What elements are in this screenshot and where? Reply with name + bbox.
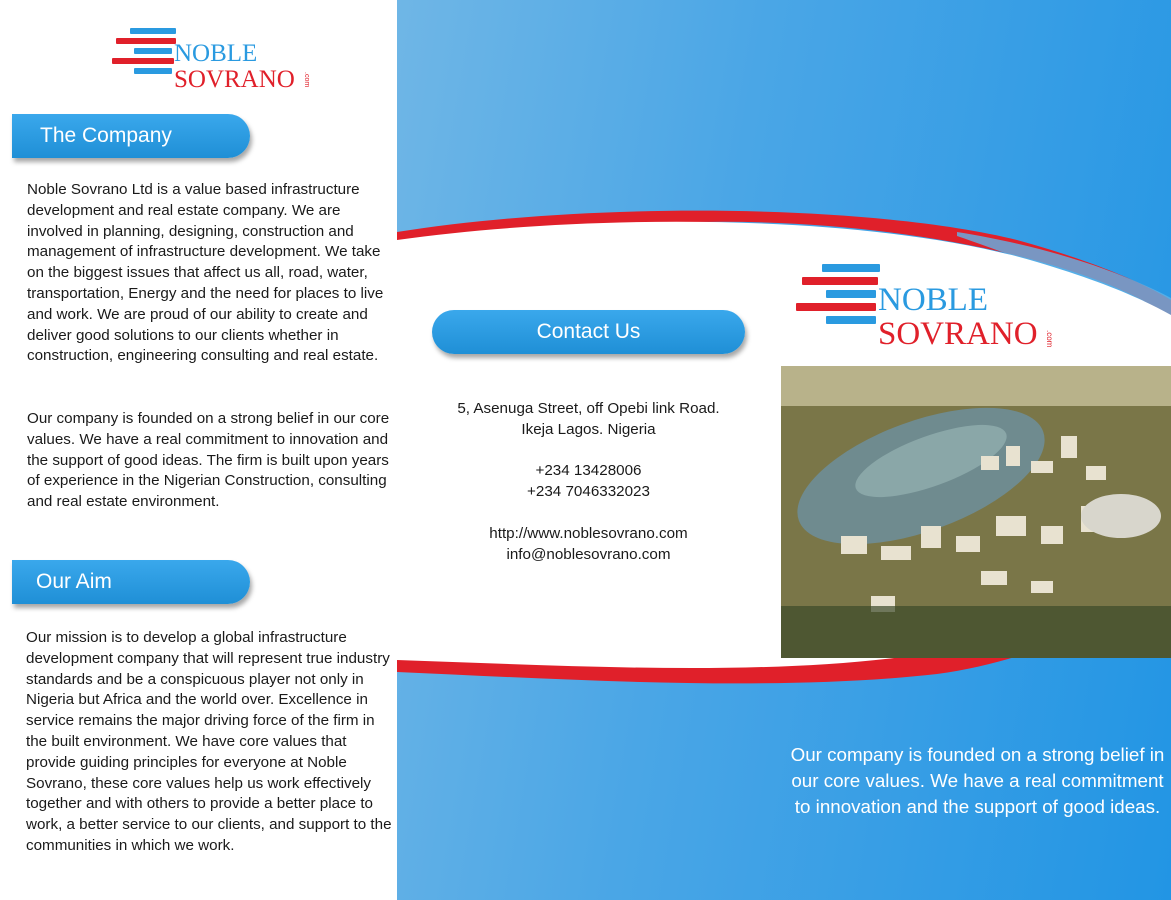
cover-tagline: Our company is founded on a strong belief in our core values. We have a real commitment to innovation and the support of good ideas. <box>790 744 1165 817</box>
logo-suffix: .com <box>303 72 310 88</box>
aim-paragraph: Our mission is to develop a global infrastructure development company that will represent true industry standards and be a conspicuous player not only in Nigeria but Africa and the world over. Excellence in service remains the major driving force of the firm in the built environment. We have core values that provide guiding principles for everyone at Noble Sovrano, these core values help us work effectively together and with others to provide a better place to work, a better service to our clients, and support to the communities in which we work. <box>26 629 392 854</box>
logo-word-noble: NOBLE <box>174 40 258 67</box>
logo-suffix: .com <box>1045 330 1054 348</box>
contact-heading: Contact Us <box>536 320 641 343</box>
contact-phone-2: +234 7046332023 <box>527 483 650 500</box>
brand-logo-cover <box>796 264 1056 354</box>
contact-email-link[interactable]: info@noblesovrano.com <box>506 546 671 563</box>
contact-address-line2: Ikeja Lagos. Nigeria <box>521 421 656 438</box>
left-panel <box>0 0 397 900</box>
contact-website-link[interactable]: http://www.noblesovrano.com <box>489 525 688 542</box>
logo-word-sovrano: SOVRANO <box>878 316 1038 352</box>
contact-heading-tab <box>432 310 745 354</box>
aim-heading: Our Aim <box>36 570 112 593</box>
contact-phone-1: +234 13428006 <box>535 462 642 479</box>
company-heading-tab <box>12 114 250 158</box>
company-heading: The Company <box>40 124 172 147</box>
logo-word-sovrano: SOVRANO <box>174 66 295 93</box>
contact-address-line1: 5, Asenuga Street, off Opebi link Road. <box>457 400 720 417</box>
brand-logo-left <box>112 28 312 94</box>
aim-heading-tab <box>12 560 250 604</box>
company-paragraph-1: Noble Sovrano Ltd is a value based infrastructure development and real estate company. We are involved in planning, designing, construction and management of infrastructure development. We take on the biggest issues that affect us all, road, water, transportation, Energy and the need for places to live and work. We are proud of our ability to create and deliver good solutions to our clients whether in construction, engineering consulting and real estate. <box>27 181 384 365</box>
company-paragraph-2: Our company is founded on a strong belief in our core values. We have a real commitment to innovation and the support of good ideas. The firm is built upon years of experience in the Nigerian Construction, consulting and real estate environment. <box>27 410 390 511</box>
city-aerial-image <box>781 366 1171 658</box>
logo-word-noble: NOBLE <box>878 282 988 318</box>
